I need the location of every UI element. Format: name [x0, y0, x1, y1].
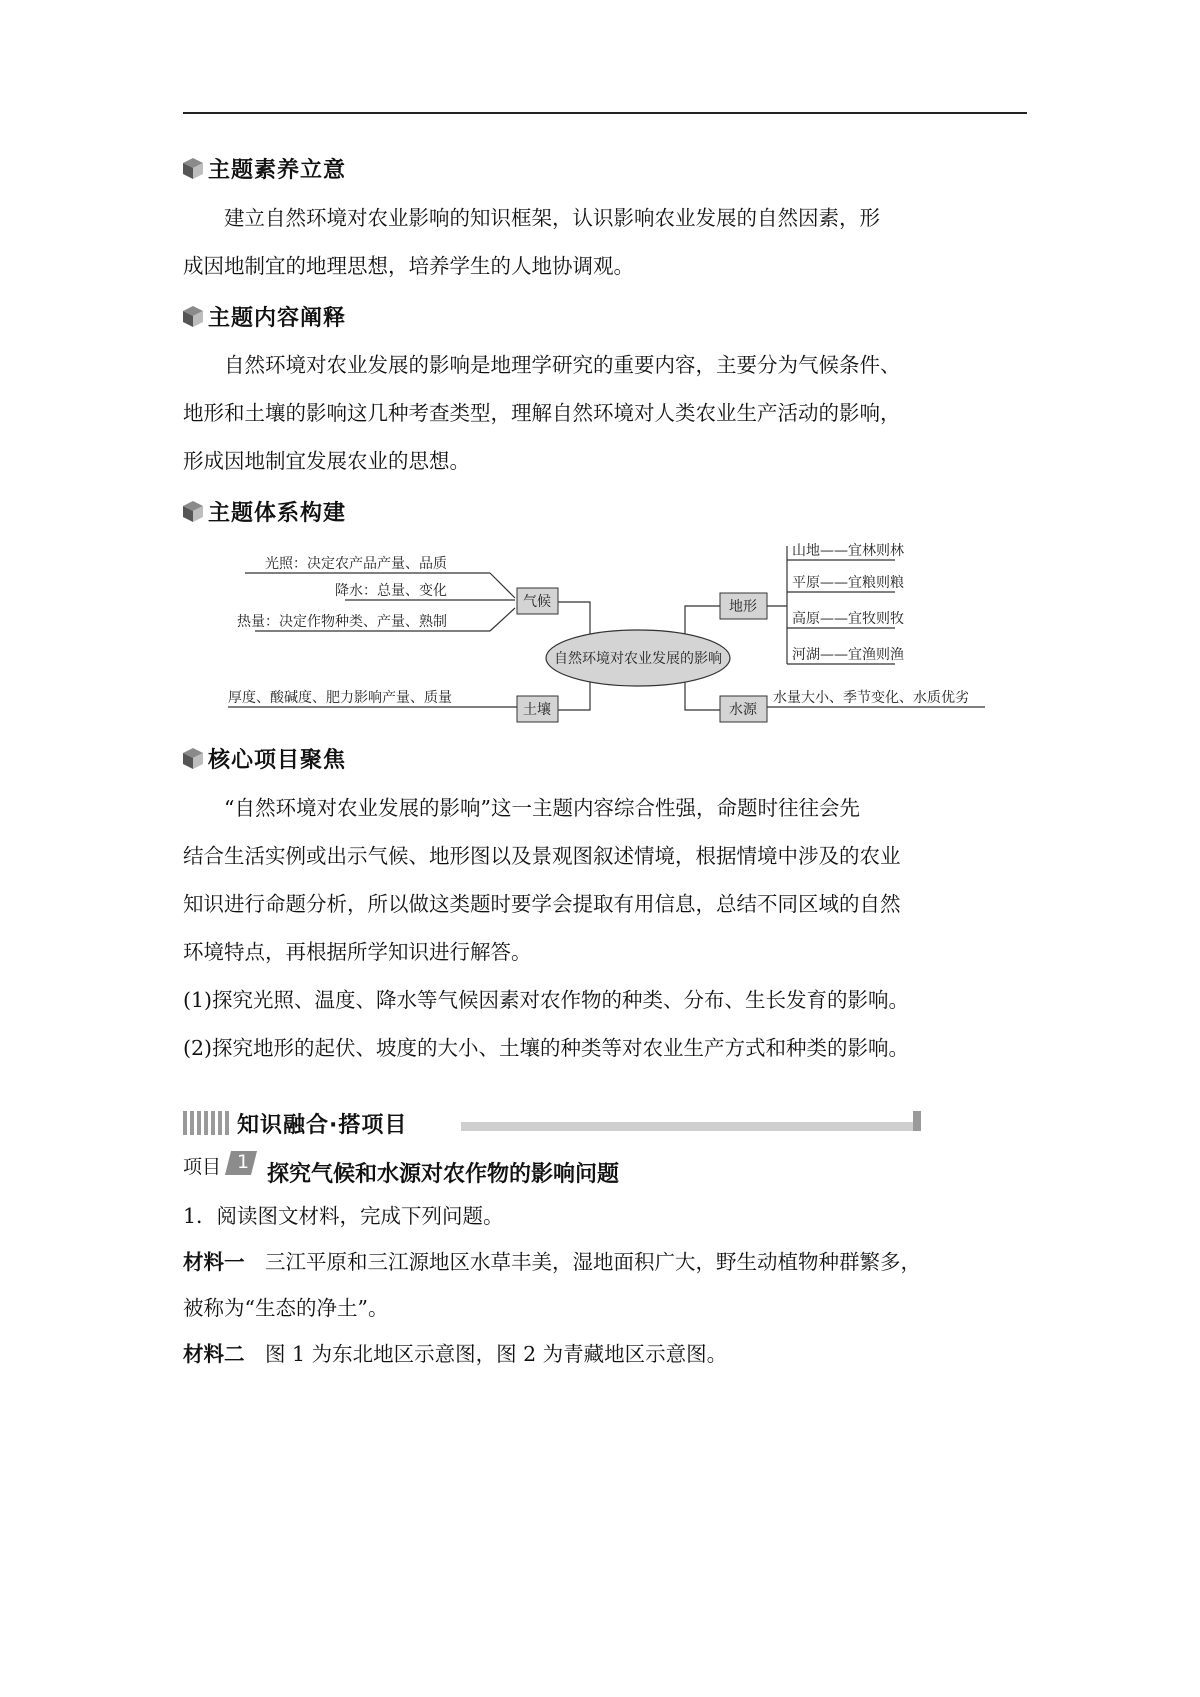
material-two-text: 图 1 为东北地区示意图，图 2 为青藏地区示意图。 — [265, 1342, 728, 1366]
section-heading-system — [180, 496, 346, 526]
text-line: 知识进行命题分析，所以做这类题时要学会提取有用信息，总结不同区域的自然 — [183, 892, 901, 916]
cube-icon — [180, 498, 206, 524]
water-item: 水量大小、季节变化、水质优劣 — [773, 690, 969, 706]
soil-label: 土壤 — [523, 702, 551, 718]
material-two — [183, 1331, 1031, 1377]
terrain-label: 地形 — [729, 599, 757, 615]
top-rule — [183, 112, 1027, 114]
question-stem: 1．阅读图文材料，完成下列问题。 — [183, 1204, 504, 1228]
section-title: 主题内容阐释 — [208, 305, 347, 331]
question-block — [183, 1193, 1031, 1377]
section-title: 主题素养立意 — [208, 157, 347, 183]
terrain-item: 山地——宜林则林 — [792, 543, 904, 559]
material-one-label: 材料一 — [183, 1250, 245, 1274]
section-heading-literacy — [180, 153, 346, 183]
climate-item: 降水：总量、变化 — [335, 583, 447, 599]
climate-label: 气候 — [523, 594, 551, 610]
banner-bar — [461, 1122, 913, 1131]
material-two-label: 材料二 — [183, 1342, 245, 1366]
climate-item: 光照：决定农产品产量、品质 — [265, 556, 447, 572]
text-line: 形成因地制宜发展农业的思想。 — [183, 449, 470, 473]
banner-end — [913, 1111, 921, 1131]
paragraph-focus — [183, 784, 1031, 1072]
cube-icon — [180, 745, 206, 771]
terrain-item: 河湖——宜渔则渔 — [792, 647, 904, 663]
text-line: 自然环境对农业发展的影响是地理学研究的重要内容，主要分为气候条件、 — [224, 353, 901, 377]
text-line: 地形和土壤的影响这几种考查类型，理解自然环境对人类农业生产活动的影响， — [183, 401, 901, 425]
section-title: 核心项目聚焦 — [208, 747, 347, 773]
center-label: 自然环境对农业发展的影响 — [554, 651, 722, 667]
terrain-item: 平原——宜粮则粮 — [792, 575, 904, 591]
cube-icon — [180, 155, 206, 181]
section-heading-content — [180, 301, 346, 331]
banner-stripes — [183, 1111, 229, 1135]
concept-map — [220, 528, 1000, 728]
project-title: 探究气候和水源对农作物的影响问题 — [267, 1162, 620, 1187]
text-line: (1)探究光照、温度、降水等气候因素对农作物的种类、分布、生长发育的影响。 — [183, 988, 910, 1012]
project-number: 1 — [237, 1151, 250, 1173]
text-line: 成因地制宜的地理思想，培养学生的人地协调观。 — [183, 254, 634, 278]
text-line: 环境特点，再根据所学知识进行解答。 — [183, 940, 532, 964]
project-number-badge — [223, 1150, 257, 1176]
soil-item: 厚度、酸碱度、肥力影响产量、质量 — [228, 690, 452, 706]
paragraph-literacy — [183, 194, 1031, 290]
terrain-item: 高原——宜牧则牧 — [792, 611, 904, 627]
water-label: 水源 — [729, 702, 757, 718]
material-one — [183, 1239, 1031, 1285]
project-heading — [183, 1150, 619, 1186]
knowledge-banner — [183, 1109, 943, 1137]
project-label: 项目 — [183, 1156, 222, 1178]
material-one-text: 三江平原和三江源地区水草丰美，湿地面积广大，野生动植物种群繁多， — [265, 1250, 921, 1274]
text-line: (2)探究地形的起伏、坡度的大小、土壤的种类等对农业生产方式和种类的影响。 — [183, 1036, 910, 1060]
cube-icon — [180, 303, 206, 329]
text-line: “自然环境对农业发展的影响”这一主题内容综合性强，命题时往往会先 — [224, 796, 860, 820]
section-heading-focus — [180, 743, 346, 773]
section-title: 主题体系构建 — [208, 500, 347, 526]
banner-title: 知识融合·搭项目 — [237, 1113, 408, 1138]
text-line: 结合生活实例或出示气候、地形图以及景观图叙述情境，根据情境中涉及的农业 — [183, 844, 901, 868]
text-line: 建立自然环境对农业影响的知识框架，认识影响农业发展的自然因素，形 — [224, 206, 880, 230]
paragraph-content — [183, 341, 1031, 485]
material-one-cont: 被称为“生态的净土”。 — [183, 1296, 389, 1320]
climate-item: 热量：决定作物种类、产量、熟制 — [237, 614, 447, 630]
